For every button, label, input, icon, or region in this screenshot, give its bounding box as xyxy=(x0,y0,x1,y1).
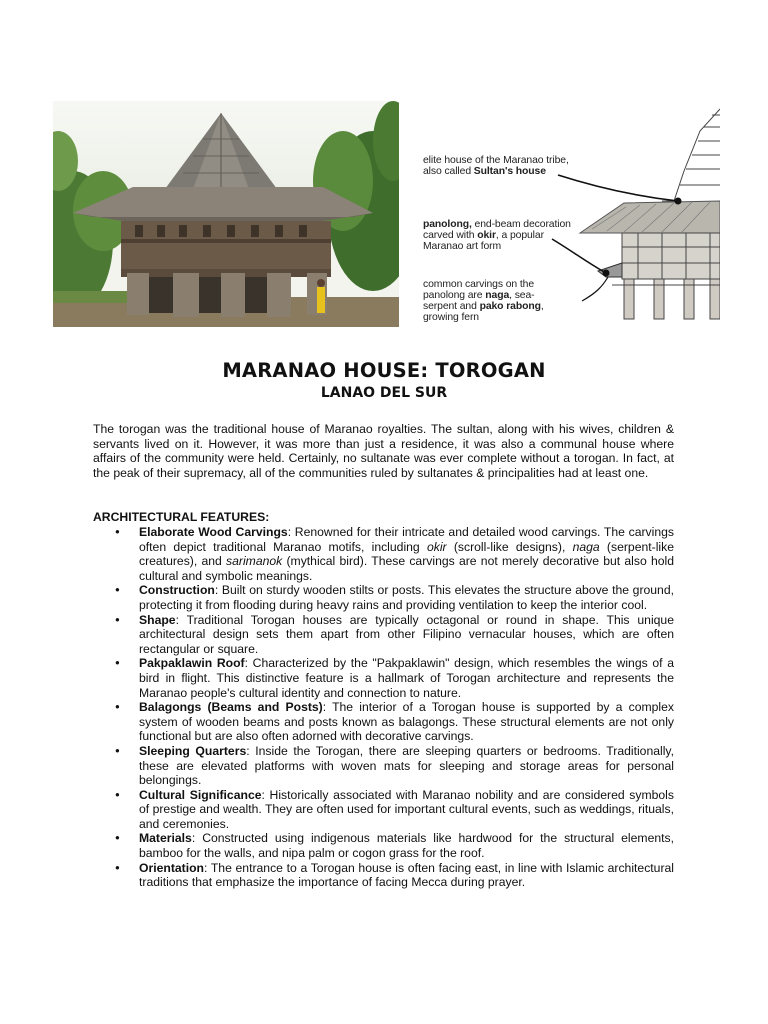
feature-item: ● Balagongs (Beams and Posts): The interior of a Torogan house is supported by a complex system of wooden beams and posts known as balagongs. These structural elements are not only functional but are also often adorned with decorative carvings. xyxy=(139,700,674,744)
torogan-house-photo-icon xyxy=(53,101,399,327)
callout-panolong: panolong, end-beam decoration carved with okir, a popular Maranao art form xyxy=(423,219,571,252)
feature-item: ● Sleeping Quarters: Inside the Torogan, there are sleeping quarters or bedrooms. Traditionally, these are elevated platforms with woven mats for sleeping and storage areas for personal belongings. xyxy=(139,744,674,788)
intro-paragraph: The torogan was the traditional house of Maranao royalties. The sultan, along with his wives, children & servants lived on it. However, it was more than just a residence, it was also a communal house where affairs of the community were held. Certainly, no sultanate was ever complete without a torogan. In fact, at the peak of their supremacy, all of the communities ruled by sultanates & principalities had at least one. xyxy=(93,422,674,480)
title-block xyxy=(0,359,768,402)
features-list xyxy=(139,525,674,890)
feature-item: ● Orientation: The entrance to a Torogan house is often facing east, in line with Islamic architectural traditions that emphasize the importance of facing Mecca during prayer. xyxy=(139,861,674,890)
page-title: MARANAO HOUSE: TOROGAN xyxy=(222,359,546,382)
torogan-diagram xyxy=(412,101,720,327)
feature-item: ● Elaborate Wood Carvings: Renowned for their intricate and detailed wood carvings. The carvings often depict traditional Maranao motifs, including okir (scroll-like designs), naga (serpent-like creatures), and sarimanok (mythical bird). These carvings are not merely decorative but also hold cultural and symbolic meanings. xyxy=(139,525,674,583)
page-subtitle: LANAO DEL SUR xyxy=(320,385,448,401)
feature-item: ● Pakpaklawin Roof: Characterized by the "Pakpaklawin" design, which resembles the wings of a bird in flight. This distinctive feature is a hallmark of Torogan architecture and represents the Maranao people's cultural identity and connection to nature. xyxy=(139,656,674,700)
feature-item: ● Construction: Built on sturdy wooden stilts or posts. This elevates the structure above the ground, protecting it from flooding during heavy rains and providing ventilation to keep the interior cool. xyxy=(139,583,674,612)
torogan-photo xyxy=(53,101,399,327)
callout-sultans-house: elite house of the Maranao tribe, also called Sultan's house xyxy=(423,155,569,177)
callout-carvings: common carvings on the panolong are naga, sea-serpent and pako rabong, growing fern xyxy=(423,279,544,323)
feature-item: ● Shape: Traditional Torogan houses are typically octagonal or round in shape. This unique architectural design sets them apart from other Filipino vernacular houses, which are often rectangular or square. xyxy=(139,613,674,657)
features-heading: ARCHITECTURAL FEATURES: xyxy=(93,510,270,524)
feature-item: ● Materials: Constructed using indigenous materials like hardwood for the structural elements, bamboo for the walls, and nipa palm or cogon grass for the roof. xyxy=(139,831,674,860)
feature-item: ● Cultural Significance: Historically associated with Maranao nobility and are considered symbols of prestige and wealth. They are often used for important cultural events, such as weddings, rituals, and ceremonies. xyxy=(139,788,674,832)
